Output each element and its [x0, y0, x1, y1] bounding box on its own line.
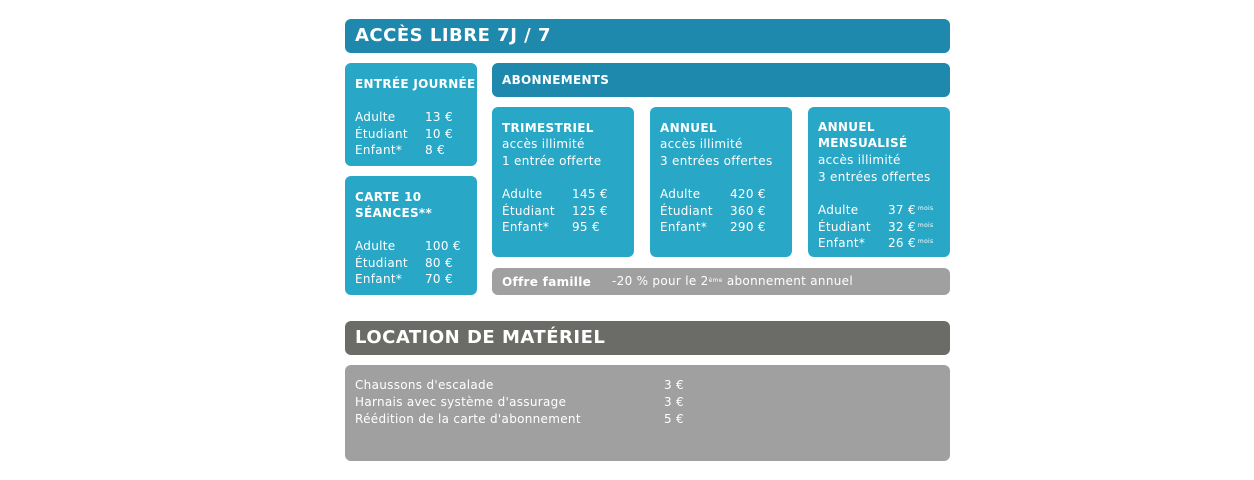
price-unit: mois	[917, 205, 934, 212]
price-label: Adulte	[818, 203, 859, 217]
price-amount: 37 €	[888, 203, 916, 217]
price-value: 95 €	[572, 220, 600, 234]
card-title-line1: CARTE 10	[355, 190, 422, 204]
price-label: Adulte	[502, 187, 543, 201]
price-list	[355, 238, 461, 288]
price-value: 10 €	[425, 126, 453, 141]
card-desc: 1 entrée offerte	[502, 154, 602, 168]
price-value: 8 €	[425, 143, 445, 157]
price-row	[818, 202, 933, 219]
price-amount: 32 €	[888, 219, 916, 234]
carte10-card	[345, 176, 477, 295]
card-title: ANNUEL	[660, 121, 717, 135]
price-row	[355, 109, 453, 126]
price-amount: 26 €	[888, 236, 916, 250]
card-desc: accès illimité	[660, 137, 743, 151]
price-row	[355, 142, 453, 159]
offre-famille-text-start: -20 % pour le 2	[612, 274, 709, 288]
price-label: Étudiant	[355, 126, 408, 141]
offre-famille-text-end: abonnement annuel	[722, 274, 853, 288]
location-price: 5 €	[664, 412, 684, 426]
price-row	[355, 238, 461, 255]
price-label: Enfant*	[355, 272, 403, 286]
price-row	[502, 186, 608, 203]
price-label: Enfant*	[660, 220, 708, 234]
offre-famille-sup: ème	[708, 277, 723, 284]
price-row	[355, 126, 453, 143]
offre-famille-label: Offre famille	[502, 275, 592, 289]
price-value	[888, 219, 933, 236]
price-label: Adulte	[355, 239, 396, 253]
price-row	[355, 271, 461, 288]
offre-famille-text	[612, 273, 853, 290]
price-value	[888, 235, 933, 252]
card-title-line2: MENSUALISÉ	[818, 136, 908, 150]
location-list-box	[345, 365, 950, 461]
annuel-card	[650, 107, 792, 257]
abonnements-bar	[492, 63, 950, 97]
location-item: Harnais avec système d'assurage	[355, 395, 567, 409]
price-value: 100 €	[425, 239, 461, 253]
location-list	[355, 377, 684, 428]
price-label: Enfant*	[355, 143, 403, 157]
price-unit: mois	[917, 238, 934, 245]
price-value: 13 €	[425, 110, 453, 124]
trimestriel-card	[492, 107, 634, 257]
location-item: Réédition de la carte d'abonnement	[355, 412, 581, 426]
location-row	[355, 377, 684, 394]
mensualise-card	[808, 107, 950, 257]
card-title: ENTRÉE JOURNÉE	[355, 77, 476, 91]
location-row	[355, 394, 684, 411]
card-title-line2: SÉANCES**	[355, 206, 433, 220]
entree-journee-card	[345, 63, 477, 166]
price-unit: mois	[917, 221, 934, 229]
card-desc: 3 entrées offertes	[660, 154, 773, 168]
card-desc: accès illimité	[818, 153, 901, 167]
offre-famille-bar	[492, 268, 950, 295]
price-value: 290 €	[730, 220, 766, 234]
price-value: 145 €	[572, 187, 608, 201]
price-row	[502, 203, 608, 220]
location-price: 3 €	[664, 395, 684, 409]
price-row	[818, 219, 933, 236]
price-list	[355, 109, 453, 159]
section-title: ABONNEMENTS	[502, 73, 610, 87]
card-title: TRIMESTRIEL	[502, 121, 594, 135]
price-label: Étudiant	[818, 219, 871, 234]
price-label: Enfant*	[502, 220, 550, 234]
card-desc: 3 entrées offertes	[818, 170, 931, 184]
price-label: Étudiant	[355, 255, 408, 270]
price-row	[660, 203, 766, 220]
price-value: 125 €	[572, 203, 608, 218]
price-value: 70 €	[425, 272, 453, 286]
card-title-line1: ANNUEL	[818, 120, 875, 134]
location-item: Chaussons d'escalade	[355, 378, 494, 392]
price-row	[355, 255, 461, 272]
price-value	[888, 202, 933, 219]
card-desc: accès illimité	[502, 137, 585, 151]
price-row	[502, 219, 608, 236]
price-list	[502, 186, 608, 236]
page-title: ACCÈS LIBRE 7J / 7	[355, 25, 552, 46]
header-bar	[345, 19, 950, 53]
location-row	[355, 411, 684, 428]
price-label: Étudiant	[502, 203, 555, 218]
location-price: 3 €	[664, 378, 684, 392]
price-label: Étudiant	[660, 203, 713, 218]
price-list	[818, 202, 933, 252]
price-list	[660, 186, 766, 236]
price-label: Enfant*	[818, 236, 866, 250]
price-label: Adulte	[660, 187, 701, 201]
location-title: LOCATION DE MATÉRIEL	[355, 327, 606, 348]
location-bar	[345, 321, 950, 355]
price-row	[660, 219, 766, 236]
price-row	[660, 186, 766, 203]
price-value: 420 €	[730, 187, 766, 201]
price-value: 80 €	[425, 255, 453, 270]
price-value: 360 €	[730, 203, 766, 218]
price-label: Adulte	[355, 110, 396, 124]
price-row	[818, 235, 933, 252]
